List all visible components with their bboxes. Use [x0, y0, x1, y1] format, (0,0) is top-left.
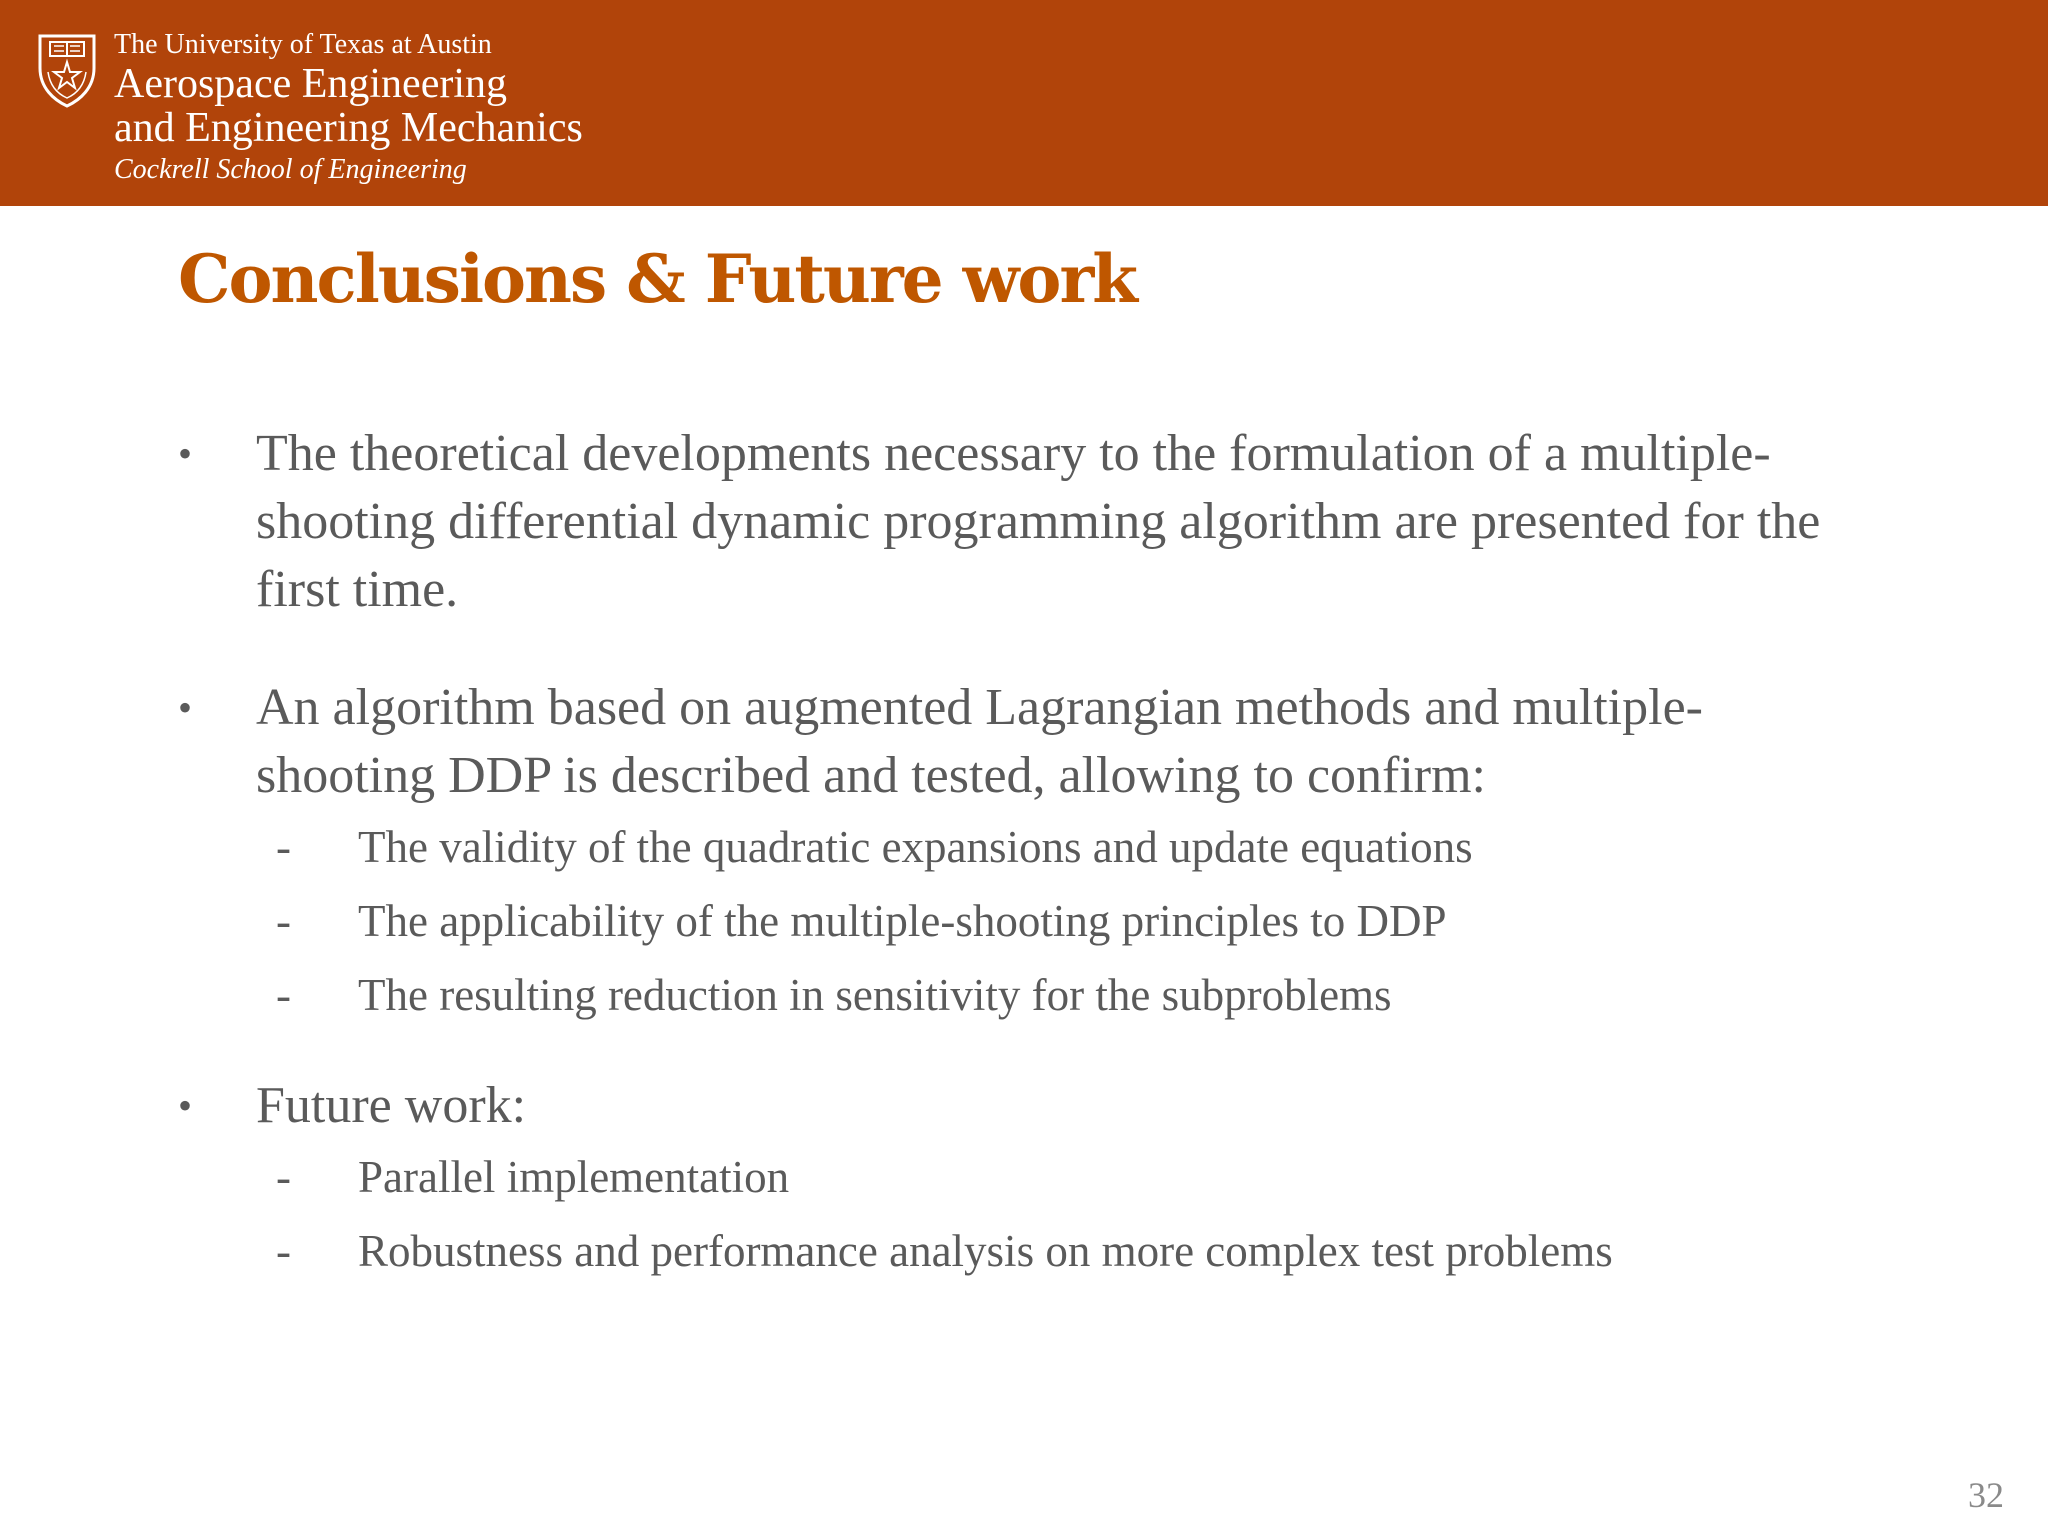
- ut-seal-icon: [36, 32, 98, 108]
- sub-item: [178, 810, 1878, 884]
- bullet-text: An algorithm based on augmented Lagrangian methods and multiple-shooting DDP is described and tested, allowing to confirm:: [256, 679, 1703, 804]
- header-band: [0, 0, 2048, 206]
- bullet-dot-icon: •: [178, 431, 193, 476]
- department-line-1: Aerospace Engineering: [114, 61, 507, 107]
- sub-item: [178, 884, 1878, 958]
- bullet-dot-icon: •: [178, 685, 193, 730]
- sub-item-text: Parallel implementation: [358, 1152, 790, 1202]
- sub-item: [178, 958, 1878, 1032]
- bullet-dot-icon: •: [178, 1083, 193, 1128]
- dash-icon: -: [276, 1226, 291, 1276]
- sub-item-text: Robustness and performance analysis on more complex test problems: [358, 1226, 1613, 1276]
- sub-item-text: The applicability of the multiple-shooting principles to DDP: [358, 896, 1447, 946]
- org-block: [114, 28, 583, 188]
- dash-icon: -: [276, 822, 291, 872]
- bullet-item: [178, 1072, 1878, 1140]
- bullet-text: The theoretical developments necessary to the formulation of a multiple-shooting differential dynamic programming algorithm are presented for the first time.: [256, 425, 1821, 618]
- bullet-item: [178, 420, 1878, 624]
- dash-icon: -: [276, 970, 291, 1020]
- page-number: 32: [1968, 1475, 2004, 1515]
- sub-item-text: The validity of the quadratic expansions and update equations: [358, 822, 1473, 872]
- bullet-item: [178, 674, 1878, 810]
- university-name: The University of Texas at Austin: [114, 29, 492, 60]
- sub-item: [178, 1140, 1878, 1214]
- bullet-text: Future work:: [256, 1077, 527, 1134]
- sub-item-text: The resulting reduction in sensitivity for the subproblems: [358, 970, 1392, 1020]
- slide-content: [178, 420, 1878, 1288]
- school-name: Cockrell School of Engineering: [114, 154, 467, 185]
- dash-icon: -: [276, 896, 291, 946]
- dash-icon: -: [276, 1152, 291, 1202]
- sub-item: [178, 1214, 1878, 1288]
- department-line-2: and Engineering Mechanics: [114, 105, 583, 151]
- slide-title: Conclusions & Future work: [178, 240, 1136, 318]
